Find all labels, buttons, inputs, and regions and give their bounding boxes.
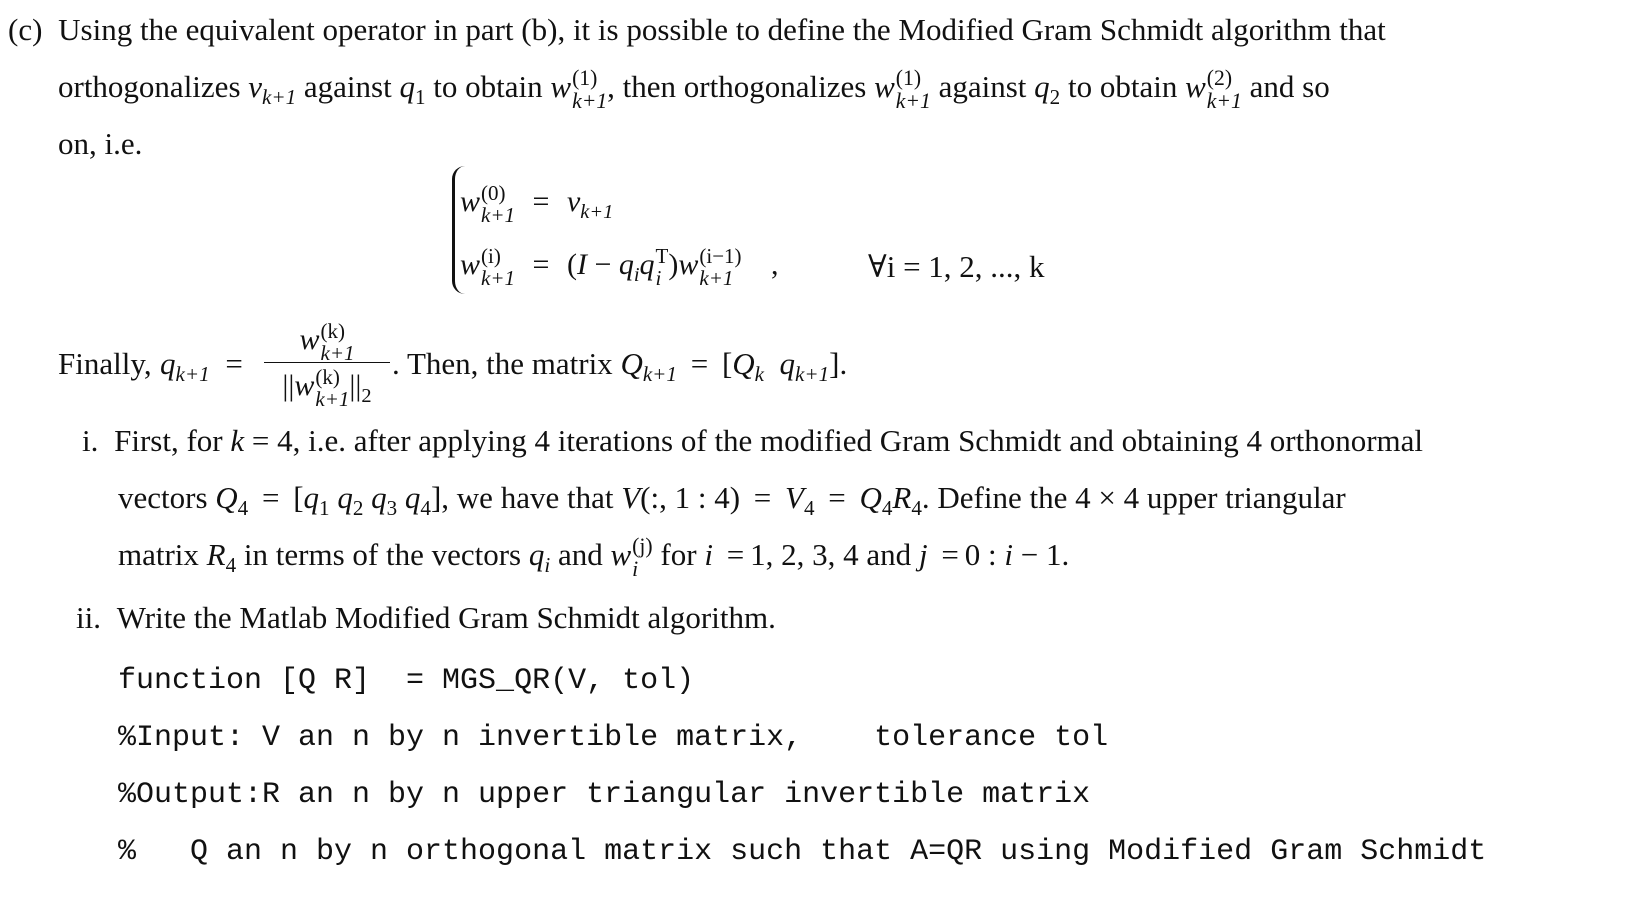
intro-text-to-obtain: to obtain: [433, 69, 543, 104]
fraction-normalize: [262, 318, 392, 412]
fraction-numerator: w (k) k+1: [299, 319, 355, 366]
math-i-range: i = 1, 2, 3, 4: [704, 537, 859, 572]
intro-text-then: , then orthogonalizes: [607, 69, 867, 104]
math-qi: $q_i$: [528, 537, 551, 578]
code-line-1: function [Q R] = MGS_QR(V, tol): [118, 664, 695, 698]
finally-label: Finally,: [58, 346, 152, 381]
item-i-line-2: [118, 478, 1346, 521]
math-q4-def: $Q_4 = [q_1$ $q_2$ $q_3$ $q_4$]: [215, 480, 442, 521]
intro-text-against: against: [303, 69, 392, 104]
item-i-text-1: First, for: [114, 423, 223, 458]
item-ii-line: [76, 598, 776, 638]
intro-text: Using the equivalent operator in part (b), it is possible to define the Modified Gram Schmidt algorithm that: [58, 12, 1386, 47]
math-w1-k1: w (1) k+1: [550, 66, 608, 113]
intro-line-2: [58, 67, 1330, 113]
then-text: . Then, the matrix: [392, 346, 613, 381]
math-w1-k1-b: w (1) k+1: [874, 66, 931, 113]
intro-text-and-so: and so: [1249, 69, 1330, 104]
math-k: k: [230, 423, 245, 458]
math-q-k1-eq: $q_{k+1}$ =: [160, 346, 243, 387]
part-label: (c): [8, 12, 43, 47]
item-i-text-we-have: , we have that: [441, 480, 614, 515]
math-wij: w (j) i: [610, 534, 653, 581]
item-i-line-1: [82, 421, 1423, 461]
code-line-4: % Q an n by n orthogonal matrix such that A=QR using Modified Gram Schmidt: [118, 835, 1487, 869]
fraction-denominator: ||w (k) k+1 $||_2$: [282, 365, 372, 412]
item-i-text-and: and: [557, 537, 603, 572]
math-v-k1: $v_{k+1}$: [248, 69, 297, 110]
item-i-text-define: . Define the 4 × 4 upper triangular: [921, 480, 1346, 515]
math-q1: $q_1$: [399, 69, 426, 110]
math-q2: $q_2$: [1034, 69, 1061, 110]
equation-2: w (i) k+1 = ($I - q_iq$ T i )w (i−1) k+1 ,: [460, 244, 779, 291]
item-ii-marker: ii.: [76, 600, 101, 635]
item-i-text-and-2: and: [866, 537, 912, 572]
intro-text-against-2: against: [938, 69, 1027, 104]
item-ii-text: Write the Matlab Modified Gram Schmidt algorithm.: [116, 600, 776, 635]
item-i-text-in-terms: in terms of the vectors: [243, 537, 522, 572]
then-matrix-line: . Then, the matrix $Q_{k+1} = [Q_k$ $q_{k+1}$].: [392, 346, 848, 387]
item-i-text-matrix: matrix: [118, 537, 199, 572]
intro-text-to-obtain-2: to obtain: [1067, 69, 1178, 104]
item-i-text-1b: = 4, i.e. after applying 4 iterations of the modified Gram Schmidt and obtaining 4 orthonormal: [251, 423, 1424, 458]
math-r4: $R_4$: [206, 537, 237, 578]
equation-1: w (0) k+1 = $v_{k+1}$: [460, 181, 614, 228]
intro-line-3: on, i.e.: [58, 126, 143, 161]
item-i-text-vectors: vectors: [118, 480, 208, 515]
item-i-text-for: for: [660, 537, 697, 572]
math-v-qr: V(:, 1 : $4) = V_4 = Q_4R_4$: [621, 480, 922, 521]
item-i-marker: i.: [82, 423, 99, 458]
equation-quantifier: ∀i = 1, 2, ..., k: [868, 249, 1045, 284]
math-j-range: j = 0 : i − 1.: [918, 537, 1070, 572]
item-i-line-3: [118, 535, 1069, 581]
intro-line-1: [8, 10, 1386, 50]
code-line-2: %Input: V an n by n invertible matrix, tolerance tol: [118, 721, 1109, 755]
code-line-3: %Output:R an n by n upper triangular invertible matrix: [118, 778, 1091, 812]
math-w2-k1: w (2) k+1: [1185, 66, 1242, 113]
intro-text-orthogonalizes: orthogonalizes: [58, 69, 241, 104]
